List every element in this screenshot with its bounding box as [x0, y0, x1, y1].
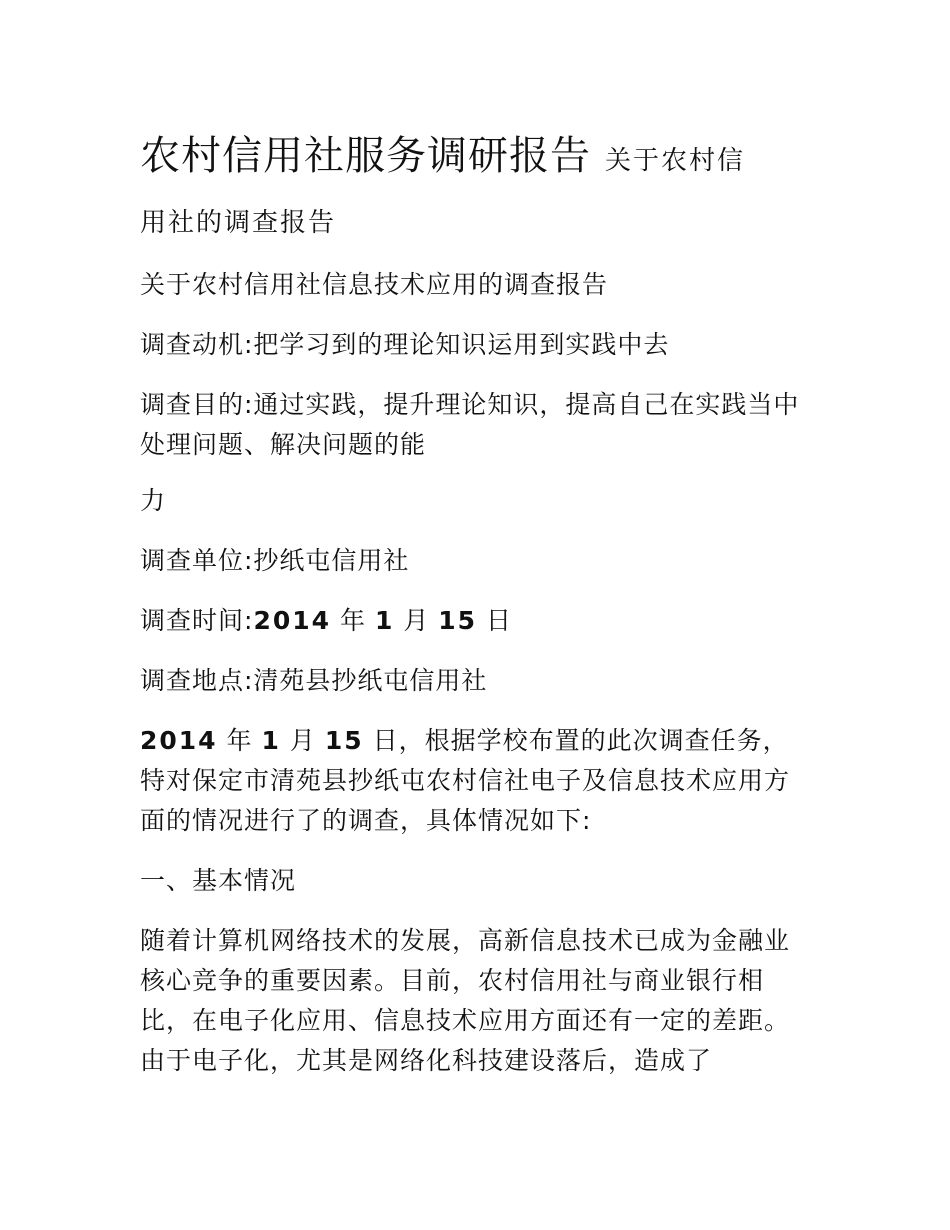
survey-time-year-unit: 年	[339, 606, 366, 635]
intro-rest: 日，根据学校布置的此次调查任务，特对保定市清苑县抄纸屯农村信社电子及信息技术应用方面的情况进行了的调查，具体情况如下:	[140, 726, 791, 835]
survey-purpose-tail: 力	[140, 486, 167, 515]
intro-month: 1	[261, 726, 281, 755]
document-title	[140, 124, 812, 245]
survey-time	[140, 601, 812, 641]
survey-unit: 调查单位:抄纸屯信用社	[140, 546, 410, 575]
intro-year: 2014	[140, 726, 218, 755]
title-line-2: 用社的调查报告	[140, 208, 337, 238]
survey-purpose: 调查目的:通过实践，提升理论知识，提高自己在实践当中处理问题、解决问题的能	[140, 390, 800, 459]
survey-time-day-unit: 日	[486, 606, 513, 635]
document-body	[140, 124, 812, 1101]
intro-year-unit: 年	[226, 726, 253, 755]
survey-motive: 调查动机:把学习到的理论知识运用到实践中去	[140, 330, 670, 359]
section-heading-basic: 一、基本情况	[140, 866, 297, 895]
survey-time-day: 15	[438, 606, 478, 635]
survey-time-month: 1	[374, 606, 395, 635]
survey-location: 调查地点:清苑县抄纸屯信用社	[140, 666, 488, 695]
survey-time-month-unit: 月	[403, 606, 430, 635]
survey-time-label: 调查时间:	[140, 606, 254, 635]
title-tail: 关于农村信	[605, 146, 746, 176]
survey-time-year: 2014	[253, 606, 332, 635]
section-body-basic: 随着计算机网络技术的发展，高新信息技术已成为金融业核心竞争的重要因素。目前，农村信用社与商业银行相比，在电子化应用、信息技术应用方面还有一定的差距。由于电子化，尤其是网络化科技建设落后，造成了	[140, 926, 791, 1075]
subtitle: 关于农村信用社信息技术应用的调查报告	[140, 270, 609, 299]
intro-day: 15	[324, 726, 364, 755]
title-main: 农村信用社服务调研报告	[140, 133, 591, 179]
intro-month-unit: 月	[289, 726, 316, 755]
intro-paragraph	[140, 721, 812, 841]
